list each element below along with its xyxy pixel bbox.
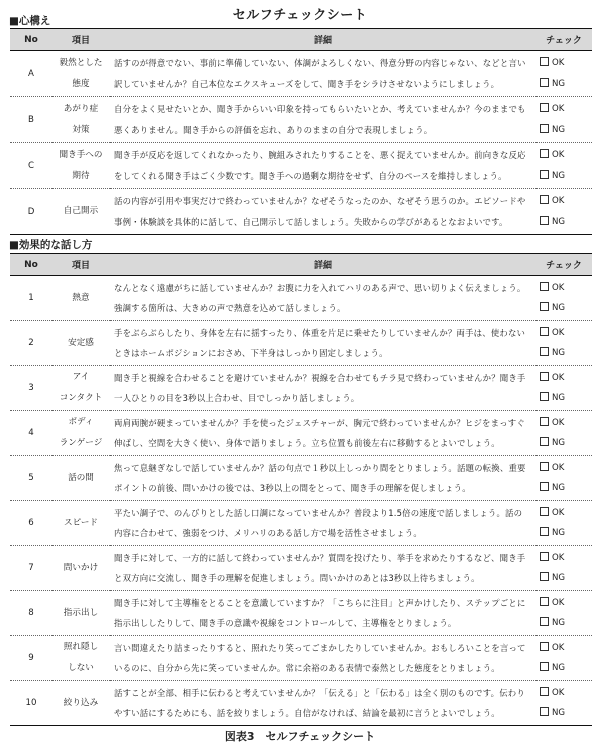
checkbox-ng[interactable] — [540, 572, 549, 581]
check-option-ok[interactable] — [540, 278, 592, 299]
check-option-ng[interactable] — [540, 478, 592, 499]
row-no: 8 — [28, 608, 34, 618]
check-label-ng: NG — [552, 303, 566, 313]
figure-caption: 図表3 セルフチェックシート — [224, 730, 376, 743]
row-check — [536, 366, 592, 411]
table-row — [10, 681, 592, 726]
check-option-ok[interactable] — [540, 683, 592, 704]
checkbox-ng[interactable] — [540, 170, 549, 179]
check-option-ng[interactable] — [540, 433, 592, 454]
check-label-ok: OK — [552, 327, 565, 338]
row-item-line: 照れ隠し — [63, 642, 99, 652]
checkbox-ng[interactable] — [540, 437, 549, 446]
page-title: セルフチェックシート — [232, 8, 368, 23]
row-check — [536, 321, 592, 366]
row-item-line: 期待 — [72, 170, 90, 181]
table-row — [10, 636, 592, 681]
check-option-ng[interactable] — [540, 568, 592, 589]
row-item — [52, 501, 110, 546]
row-item — [52, 456, 110, 501]
row-detail: 平たい調子で、のんびりとした話し口調になっていませんか？普段より1.5倍の速度で話しましょう。話の内容に合わせて、強弱をつけ、メリハリのある話し方で場を活性させましょう。 — [114, 507, 523, 538]
row-check — [536, 51, 592, 97]
row-item — [52, 681, 110, 726]
speaking-table — [10, 253, 592, 726]
table-row — [10, 456, 592, 501]
check-label-ok: OK — [552, 462, 565, 473]
header-check: チェック — [546, 261, 582, 271]
table-header-row — [10, 254, 592, 276]
check-label-ng: NG — [552, 348, 566, 358]
row-item-line: アイ — [72, 372, 90, 382]
check-option-ng[interactable] — [540, 613, 592, 634]
checkbox-ok[interactable] — [540, 552, 549, 561]
check-label-ok: OK — [552, 642, 565, 653]
row-item-line: 熱意 — [72, 292, 90, 303]
check-label-ng: NG — [552, 708, 566, 718]
row-detail: 焦って息継ぎなしで話していませんか？話の句点で１秒以上しっかり間をとりましょう。話題の転換、重要ポイントの前後、問いかけの後では、3秒以上の間をとって、聞き手の理解を促しましょう。 — [114, 462, 526, 493]
row-item-line: 自己開示 — [63, 206, 99, 216]
checkbox-ng[interactable] — [540, 392, 549, 401]
checkbox-ok[interactable] — [540, 597, 549, 606]
row-item-line: 話の間 — [68, 472, 94, 483]
checkbox-ng[interactable] — [540, 482, 549, 491]
check-option-ok[interactable] — [540, 191, 592, 212]
row-item — [52, 51, 110, 97]
check-label-ok: OK — [552, 597, 565, 608]
table-row — [10, 51, 592, 97]
row-check — [536, 501, 592, 546]
checkbox-ng[interactable] — [540, 347, 549, 356]
table-header-row — [10, 29, 592, 51]
row-item-line: 態度 — [72, 78, 90, 89]
check-label-ok: OK — [552, 282, 565, 293]
checkbox-ok[interactable] — [540, 642, 549, 651]
checkbox-ok[interactable] — [540, 462, 549, 471]
row-item — [52, 546, 110, 591]
row-item — [52, 276, 110, 321]
row-detail: 聞き手が反応を返してくれなかったり、腕組みされたりすることを、悪く捉えていませんか。前向きな反応をしてくれる聞き手はごく少数です。聞き手への過剰な期待をせず、自分のペースを維持しましょう。 — [114, 150, 526, 181]
check-label-ng: NG — [552, 618, 566, 628]
check-option-ok[interactable] — [540, 638, 592, 659]
check-label-ng: NG — [552, 216, 566, 227]
check-label-ok: OK — [552, 372, 565, 383]
row-item-line: ボディ — [68, 417, 94, 427]
row-item-line: あがり症 — [63, 103, 99, 114]
row-detail: 聞き手に対して主導権をとることを意識していますか？「こちらに注目」と声かけしたり、ステップごとに指示出ししたりして、聞き手の意識や視線をコントロールして、主導権をとりましょう。 — [114, 597, 526, 628]
checkbox-ng[interactable] — [540, 78, 549, 87]
checkbox-ok[interactable] — [540, 195, 549, 204]
check-option-ng[interactable] — [540, 120, 592, 141]
checkbox-ng[interactable] — [540, 707, 549, 716]
row-detail: 話すことが全部、相手に伝わると考えていませんか？「伝える」と「伝わる」は全く別のものです。伝わりやすい話にするためにも、話を絞りましょう。自信がなければ、結論を最初に言うとよいでしょう。 — [114, 687, 525, 718]
checkbox-ng[interactable] — [540, 617, 549, 626]
mindset-table-body — [10, 51, 592, 235]
checkbox-ok[interactable] — [540, 282, 549, 291]
row-check — [536, 636, 592, 681]
check-label-ok: OK — [552, 196, 565, 206]
check-label-ok: OK — [552, 104, 565, 114]
row-no: 3 — [28, 383, 34, 393]
table-row — [10, 276, 592, 321]
table-row — [10, 591, 592, 636]
check-label-ng: NG — [552, 483, 566, 493]
row-item-line: しない — [68, 663, 94, 673]
row-detail: 自分をよく見せたいとか、聞き手からいい印象を持ってもらいたいとか、考えていませんか？今のままでも悪くありません。聞き手からの評価を忘れ、ありのままの自分で表現しましょう。 — [114, 104, 526, 135]
checkbox-ng[interactable] — [540, 662, 549, 671]
check-option-ng[interactable] — [540, 523, 592, 544]
row-check — [536, 546, 592, 591]
table-row — [10, 143, 592, 189]
check-label-ok: OK — [552, 417, 565, 428]
row-item — [52, 411, 110, 456]
row-no: A — [28, 68, 34, 79]
checkbox-ng[interactable] — [540, 216, 549, 225]
checkbox-ok[interactable] — [540, 417, 549, 426]
check-label-ok: OK — [552, 150, 565, 160]
header-item: 項目 — [71, 36, 90, 46]
section-heading-mindset: ■心構え — [9, 15, 51, 27]
row-no: 6 — [28, 518, 34, 528]
row-check — [536, 456, 592, 501]
check-label-ok: OK — [552, 552, 565, 563]
row-detail: 話すのが得意でない、事前に準備していない、体調がよろしくない、得意分野の内容じゃない、などと言い訳していませんか？自己本位なエクスキューズをして、聞き手をシラけさせないようにしましょう。 — [114, 58, 526, 89]
check-option-ok[interactable] — [540, 458, 592, 479]
check-option-ok[interactable] — [540, 593, 592, 614]
row-item-line: 指示出し — [63, 607, 99, 618]
check-option-ng[interactable] — [540, 166, 592, 187]
check-option-ng[interactable] — [540, 658, 592, 679]
table-row — [10, 501, 592, 546]
row-no: 10 — [25, 698, 37, 708]
table-row — [10, 411, 592, 456]
check-option-ng[interactable] — [540, 212, 592, 233]
row-no: 7 — [28, 563, 34, 573]
table-row — [10, 189, 592, 235]
table-row — [10, 321, 592, 366]
row-detail: 話の内容が引用や事実だけで終わっていませんか？なぜそうなったのか、なぜそう思うのか。エピソードや事例・体験談を具体的に話して、自己開示して話しましょう。失敗からの学びがあるとなおよいです。 — [114, 196, 526, 227]
check-option-ok[interactable] — [540, 53, 592, 74]
check-label-ng: NG — [552, 663, 566, 673]
table-row — [10, 97, 592, 143]
check-option-ng[interactable] — [540, 388, 592, 409]
row-no: 9 — [28, 653, 34, 663]
row-no: 2 — [28, 338, 34, 348]
speaking-table-body — [10, 276, 592, 726]
checkbox-ok[interactable] — [540, 507, 549, 516]
header-no: No — [24, 34, 38, 45]
row-item-line: ランゲージ — [59, 438, 103, 448]
row-item — [52, 143, 110, 189]
row-item — [52, 97, 110, 143]
checkbox-ng[interactable] — [540, 302, 549, 311]
check-option-ok[interactable] — [540, 413, 592, 434]
header-no: No — [24, 259, 38, 270]
row-item — [52, 366, 110, 411]
row-no: B — [28, 114, 34, 125]
checkbox-ng[interactable] — [540, 527, 549, 536]
row-item-line: 問いかけ — [63, 562, 99, 573]
row-item-line: コンタクト — [59, 393, 103, 403]
row-detail: 聞き手と視線を合わせることを避けていませんか？視線を合わせてもチラ見で終わっていませんか？聞き手一人ひとりの目を3秒以上合わせ、目でしっかり話しましょう。 — [114, 372, 526, 403]
check-option-ok[interactable] — [540, 548, 592, 569]
row-no: 5 — [28, 473, 34, 483]
row-check — [536, 681, 592, 726]
check-option-ng[interactable] — [540, 703, 592, 724]
row-item-line: 聞き手への — [59, 149, 103, 160]
check-option-ok[interactable] — [540, 99, 592, 120]
row-check — [536, 411, 592, 456]
row-item — [52, 591, 110, 636]
check-option-ok[interactable] — [540, 503, 592, 524]
header-check: チェック — [546, 36, 582, 46]
table-row — [10, 366, 592, 411]
header-detail: 詳細 — [313, 36, 332, 46]
check-option-ok[interactable] — [540, 145, 592, 166]
checkbox-ng[interactable] — [540, 124, 549, 133]
check-label-ng: NG — [552, 124, 566, 135]
check-label-ok: OK — [552, 507, 565, 518]
check-label-ok: OK — [552, 58, 565, 68]
checkbox-ok[interactable] — [540, 687, 549, 696]
row-detail: なんとなく遠慮がちに話していませんか？お腹に力を入れてハリのある声で、思い切りよく伝えましょう。強調する箇所は、大きめの声で熱意を込めて話しましょう。 — [114, 282, 526, 313]
row-check — [536, 97, 592, 143]
check-label-ng: NG — [552, 438, 566, 448]
row-no: D — [27, 206, 35, 217]
header-item: 項目 — [71, 261, 90, 271]
row-check — [536, 143, 592, 189]
row-check — [536, 189, 592, 235]
checkbox-ok[interactable] — [540, 149, 549, 158]
checkbox-ok[interactable] — [540, 103, 549, 112]
row-item-line: 対策 — [72, 124, 90, 135]
checkbox-ok[interactable] — [540, 372, 549, 381]
row-detail: 言い間違えたり詰まったりすると、照れたり笑ってごまかしたりしていませんか。おもしろいことを言っているのに、自分から先に笑っていませんか。常に余裕のある表情で泰然とした態度をとりましょう。 — [114, 642, 526, 673]
row-check — [536, 276, 592, 321]
check-label-ng: NG — [552, 78, 566, 89]
checkbox-ok[interactable] — [540, 57, 549, 66]
row-detail: 手をぶらぶらしたり、身体を左右に揺すったり、体重を片足に乗せたりしていませんか？両手は、使わないときはホームポジションにおさめ、下半身はしっかり固定しましょう。 — [114, 327, 526, 358]
check-option-ng[interactable] — [540, 74, 592, 95]
row-item-line: スピード — [63, 517, 99, 528]
header-detail: 詳細 — [313, 261, 332, 271]
check-option-ng[interactable] — [540, 343, 592, 364]
row-no: 4 — [28, 428, 34, 438]
row-detail: 聞き手に対して、一方的に話して終わっていませんか？質問を投げたり、挙手を求めたりするなど、聞き手と双方向に交流し、聞き手の理解を促進しましょう。問いかけのあとは3秒以上待ちましょう。 — [114, 552, 526, 583]
check-label-ng: NG — [552, 573, 566, 583]
row-check — [536, 591, 592, 636]
check-label-ng: NG — [552, 528, 566, 538]
check-option-ok[interactable] — [540, 368, 592, 389]
check-label-ng: NG — [552, 170, 566, 181]
row-item — [52, 321, 110, 366]
row-no: C — [27, 160, 34, 171]
row-item-line: 絞り込み — [63, 697, 99, 708]
row-item — [52, 636, 110, 681]
check-label-ok: OK — [552, 687, 565, 698]
check-option-ok[interactable] — [540, 323, 592, 344]
check-option-ng[interactable] — [540, 298, 592, 319]
row-item-line: 毅然とした — [59, 57, 103, 68]
checkbox-ok[interactable] — [540, 327, 549, 336]
row-item-line: 安定感 — [68, 337, 94, 348]
check-label-ng: NG — [552, 393, 566, 403]
mindset-table — [10, 28, 592, 235]
row-no: 1 — [28, 293, 34, 303]
table-row — [10, 546, 592, 591]
row-item — [52, 189, 110, 235]
row-detail: 両肩両腕が硬まっていませんか？手を使ったジェスチャーが、胸元で終わっていませんか？ヒジをまっすぐ伸ばし、空間を大きく使い、身体で語りましょう。立ち位置も前後左右に移動するとよいでしょう。 — [114, 417, 525, 448]
section-heading-speaking: ■効果的な話し方 — [9, 239, 93, 251]
